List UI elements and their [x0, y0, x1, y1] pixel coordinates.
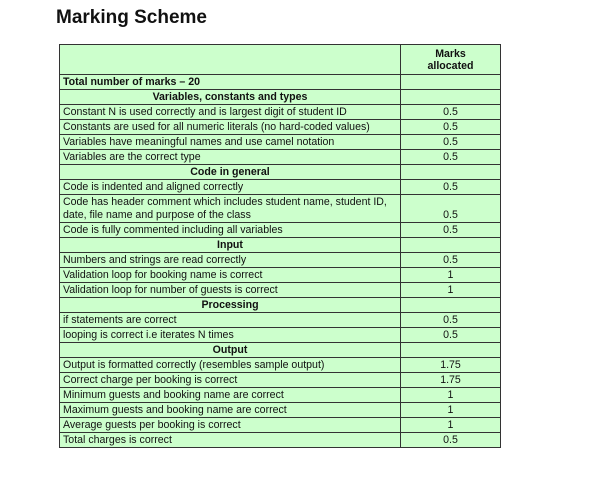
criteria-row — [60, 105, 501, 120]
criteria-row — [60, 418, 501, 433]
criteria-label: Code is fully commented including all variables — [60, 223, 401, 238]
section-heading: Processing — [60, 298, 401, 313]
section-heading: Input — [60, 238, 401, 253]
criteria-row — [60, 433, 501, 448]
criteria-label: Average guests per booking is correct — [60, 418, 401, 433]
criteria-row — [60, 180, 501, 195]
criteria-label: looping is correct i.e iterates N times — [60, 328, 401, 343]
criteria-label: Total charges is correct — [60, 433, 401, 448]
criteria-row — [60, 373, 501, 388]
total-marks-value — [401, 75, 501, 90]
section-marks-cell — [401, 238, 501, 253]
criteria-label: if statements are correct — [60, 313, 401, 328]
criteria-row — [60, 253, 501, 268]
criteria-label: Variables are the correct type — [60, 150, 401, 165]
criteria-row — [60, 195, 501, 223]
criteria-marks: 1.75 — [401, 373, 501, 388]
table-header-row — [60, 45, 501, 75]
marks-allocated-header — [401, 45, 501, 75]
criteria-row — [60, 403, 501, 418]
section-row — [60, 343, 501, 358]
criteria-label: Minimum guests and booking name are correct — [60, 388, 401, 403]
criteria-row — [60, 268, 501, 283]
criteria-marks: 0.5 — [401, 105, 501, 120]
criteria-label: Numbers and strings are read correctly — [60, 253, 401, 268]
section-marks-cell — [401, 343, 501, 358]
criteria-marks: 0.5 — [401, 150, 501, 165]
criteria-marks: 0.5 — [401, 223, 501, 238]
section-marks-cell — [401, 165, 501, 180]
section-heading: Output — [60, 343, 401, 358]
page-bottom-edge — [0, 479, 607, 483]
criteria-row — [60, 283, 501, 298]
section-marks-cell — [401, 298, 501, 313]
criteria-marks: 0.5 — [401, 120, 501, 135]
criteria-marks: 1 — [401, 283, 501, 298]
criteria-label: Output is formatted correctly (resembles sample output) — [60, 358, 401, 373]
criteria-marks: 0.5 — [401, 313, 501, 328]
criteria-marks: 0.5 — [401, 180, 501, 195]
section-row — [60, 238, 501, 253]
criteria-row — [60, 135, 501, 150]
criteria-row — [60, 223, 501, 238]
criteria-row — [60, 120, 501, 135]
marks-header-line2: allocated — [427, 60, 474, 72]
criteria-label: Code is indented and aligned correctly — [60, 180, 401, 195]
section-row — [60, 165, 501, 180]
marking-scheme-body — [60, 45, 501, 448]
criteria-marks: 0.5 — [401, 135, 501, 150]
criteria-marks: 1 — [401, 388, 501, 403]
criteria-label: Variables have meaningful names and use camel notation — [60, 135, 401, 150]
total-marks-row — [60, 75, 501, 90]
criteria-row — [60, 388, 501, 403]
total-marks-label: Total number of marks – 20 — [60, 75, 401, 90]
page-title: Marking Scheme — [56, 7, 207, 28]
criteria-marks: 0.5 — [401, 195, 501, 223]
marking-scheme-table — [59, 44, 501, 448]
criteria-marks: 0.5 — [401, 328, 501, 343]
criteria-header-cell — [60, 45, 401, 75]
criteria-row — [60, 313, 501, 328]
criteria-label: Correct charge per booking is correct — [60, 373, 401, 388]
criteria-marks: 0.5 — [401, 433, 501, 448]
criteria-label: Validation loop for number of guests is correct — [60, 283, 401, 298]
criteria-marks: 1.75 — [401, 358, 501, 373]
marks-header-line1: Marks — [435, 48, 466, 60]
criteria-label: Constants are used for all numeric literals (no hard-coded values) — [60, 120, 401, 135]
criteria-marks: 1 — [401, 418, 501, 433]
criteria-label: Code has header comment which includes student name, student ID, date, file name and purpose of the class — [60, 195, 401, 223]
criteria-row — [60, 358, 501, 373]
section-heading: Variables, constants and types — [60, 90, 401, 105]
criteria-marks: 0.5 — [401, 253, 501, 268]
section-row — [60, 90, 501, 105]
section-heading: Code in general — [60, 165, 401, 180]
criteria-label: Validation loop for booking name is correct — [60, 268, 401, 283]
section-row — [60, 298, 501, 313]
criteria-row — [60, 328, 501, 343]
criteria-label: Constant N is used correctly and is largest digit of student ID — [60, 105, 401, 120]
criteria-marks: 1 — [401, 403, 501, 418]
criteria-label: Maximum guests and booking name are correct — [60, 403, 401, 418]
criteria-row — [60, 150, 501, 165]
criteria-marks: 1 — [401, 268, 501, 283]
section-marks-cell — [401, 90, 501, 105]
